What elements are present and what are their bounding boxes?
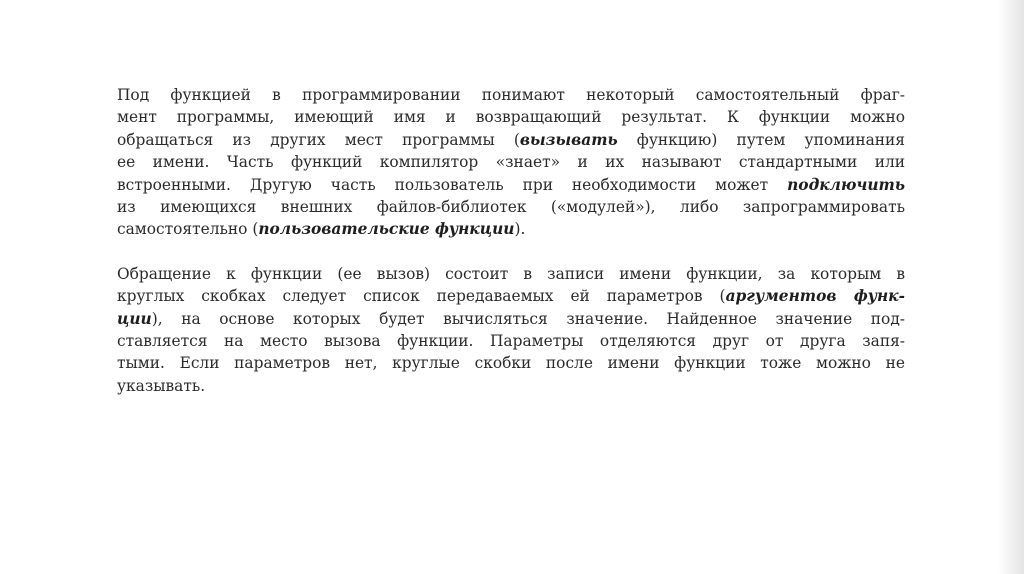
emphasized-term: вызывать — [519, 130, 618, 149]
text-run: самостоятельно ( — [117, 220, 259, 239]
text-line: Обращение к функции (ее вызов) состоит в записи имени функции, за которым в — [117, 264, 905, 283]
emphasized-term: подключить — [787, 175, 905, 194]
text-line — [117, 129, 905, 151]
text-line: указывать. — [117, 376, 206, 395]
text-line: Под функцией в программировании понимают некоторый самостоятельный фраг- — [117, 86, 905, 104]
text-line — [117, 285, 905, 307]
text-run: круглых скобках следует список передаваемых ей параметров ( — [117, 287, 726, 306]
text-line: тыми. Если параметров нет, круглые скобки после имени функции тоже можно не — [117, 354, 905, 373]
text-line — [117, 218, 905, 240]
text-line — [117, 308, 905, 330]
page-edge-shadow — [998, 0, 1024, 574]
text-line: мент программы, имеющий имя и возвращающий результат. К функции можно — [117, 108, 905, 127]
emphasized-term: пользовательские функции — [258, 220, 515, 239]
paragraph-functions-definition — [117, 84, 905, 241]
text-line: ее имени. Часть функций компилятор «знает» и их называют стандартными или — [117, 153, 905, 172]
text-run: ). — [514, 220, 526, 239]
paragraph-function-call — [117, 263, 905, 397]
text-run: обращаться из других мест программы ( — [117, 130, 520, 149]
emphasized-term: аргументов функ- — [725, 287, 905, 306]
text-run: встроенными. Другую часть пользователь при необходимости может — [117, 175, 788, 194]
text-line: из имеющихся внешних файлов-библиотек («модулей»), либо запрограммировать — [117, 198, 905, 217]
text-line — [117, 174, 905, 196]
text-run: функцию) путем упоминания — [617, 130, 905, 149]
text-block — [117, 84, 905, 397]
text-run: ), на основе которых будет вычисляться значение. Найденное значение под- — [151, 309, 905, 328]
emphasized-term: ции — [117, 309, 152, 328]
text-line: ставляется на место вызова функции. Параметры отделяются друг от друга запя- — [117, 332, 905, 351]
